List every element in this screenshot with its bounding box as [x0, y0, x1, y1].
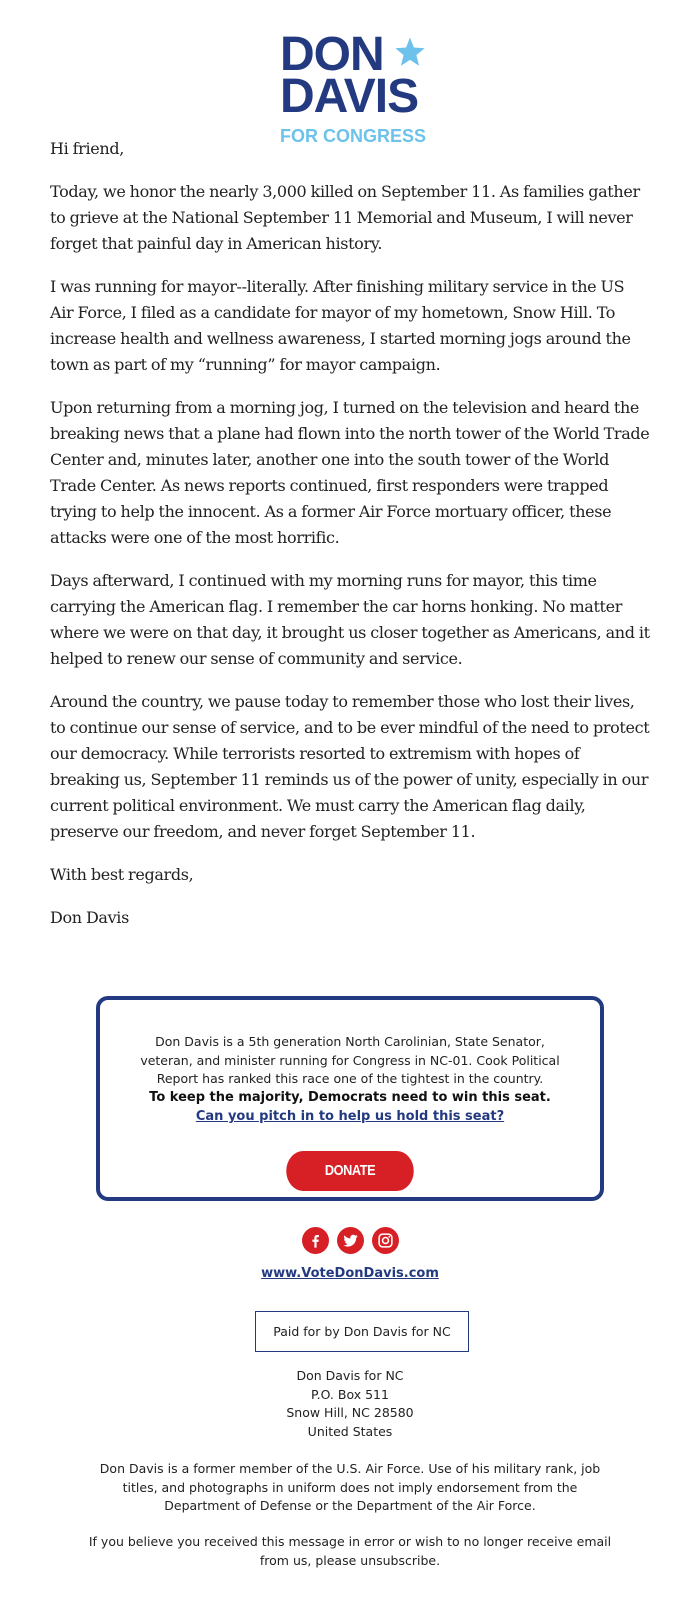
letter-body [50, 136, 650, 948]
unsubscribe-line[interactable]: from us, please unsubscribe. [259, 1552, 441, 1568]
military-disclaimer [70, 1460, 630, 1516]
campaign-logo [270, 30, 430, 150]
pitch-in-link[interactable]: Can you pitch in to help us hold this seat? [195, 1109, 505, 1124]
disclaimer-line: Don Davis is a former member of the U.S. Air Force. Use of his military rank, job [99, 1461, 601, 1476]
instagram-icon[interactable] [372, 1227, 399, 1254]
address-line: Don Davis for NC [296, 1368, 404, 1383]
address-line: Snow Hill, NC 28580 [286, 1405, 414, 1420]
paragraph: Days afterward, I continued with my morning runs for mayor, this time carrying the American flag. I remember the car horns honking. No matter where we were on that day, it brought us closer together as Americans, and it helped to renew our sense of community and service. [50, 571, 650, 668]
closing: With best regards, [50, 865, 194, 884]
unsubscribe-line: If you believe you received this message in error or wish to no longer receive email [88, 1534, 612, 1549]
callout-bold: To keep the majority, Democrats need to win this seat. [149, 1089, 551, 1105]
disclaimer-line: titles, and photographs in uniform does not imply endorsement from the [122, 1479, 578, 1495]
twitter-icon[interactable] [337, 1227, 364, 1254]
logo-line-don: DON [280, 28, 384, 81]
unsubscribe-notice [70, 1533, 630, 1570]
paid-for-notice: Paid for by Don Davis for NC [255, 1311, 469, 1352]
paragraph: Today, we honor the nearly 3,000 killed on September 11. As families gather to grieve at the National September 11 Memorial and Museum, I will never forget that painful day in American history. [50, 182, 640, 253]
callout-body: Don Davis is a 5th generation North Carolinian, State Senator, veteran, and minister running for Congress in NC-01. Cook Political Report has ranked this race one of the tightest in the country. [140, 1034, 560, 1086]
website-link[interactable]: www.VoteDonDavis.com [261, 1266, 439, 1281]
signature: Don Davis [50, 908, 129, 927]
logo-line-davis: DAVIS [280, 70, 419, 123]
website-link-container [0, 1266, 700, 1281]
disclaimer-line: Department of Defense or the Department of the Air Force. [164, 1498, 536, 1513]
star-icon [394, 36, 426, 68]
logo-line-for-congress: FOR CONGRESS [280, 126, 427, 146]
paragraph: I was running for mayor--literally. After finishing military service in the US Air Force, I filed as a candidate for mayor of my hometown, Snow Hill. To increase health and wellness awareness, I started morning jogs around the town as part of my “running” for mayor campaign. [50, 277, 631, 374]
paragraph: Upon returning from a morning jog, I turned on the television and heard the breaking news that a plane had flown into the north tower of the World Trade Center and, minutes later, another one into the south tower of the World Trade Center. As news reports continued, first responders were trapped trying to help the innocent. As a former Air Force mortuary officer, these attacks were one of the most horrific. [50, 398, 650, 547]
social-links [0, 1227, 700, 1254]
paragraph: Around the country, we pause today to remember those who lost their lives, to continue our sense of service, and to be ever mindful of the need to protect our democracy. While terrorists resorted to extremism with hopes of breaking us, September 11 reminds us of the power of unity, especially in our current political environment. We must carry the American flag daily, preserve our freedom, and never forget September 11. [50, 692, 650, 841]
address-line: P.O. Box 511 [311, 1386, 389, 1402]
mailing-address [70, 1367, 630, 1441]
facebook-icon[interactable] [302, 1227, 329, 1254]
greeting: Hi friend, [50, 139, 124, 158]
donation-callout [96, 996, 604, 1201]
address-line: United States [307, 1423, 393, 1439]
donate-button[interactable]: DONATE [286, 1151, 414, 1191]
